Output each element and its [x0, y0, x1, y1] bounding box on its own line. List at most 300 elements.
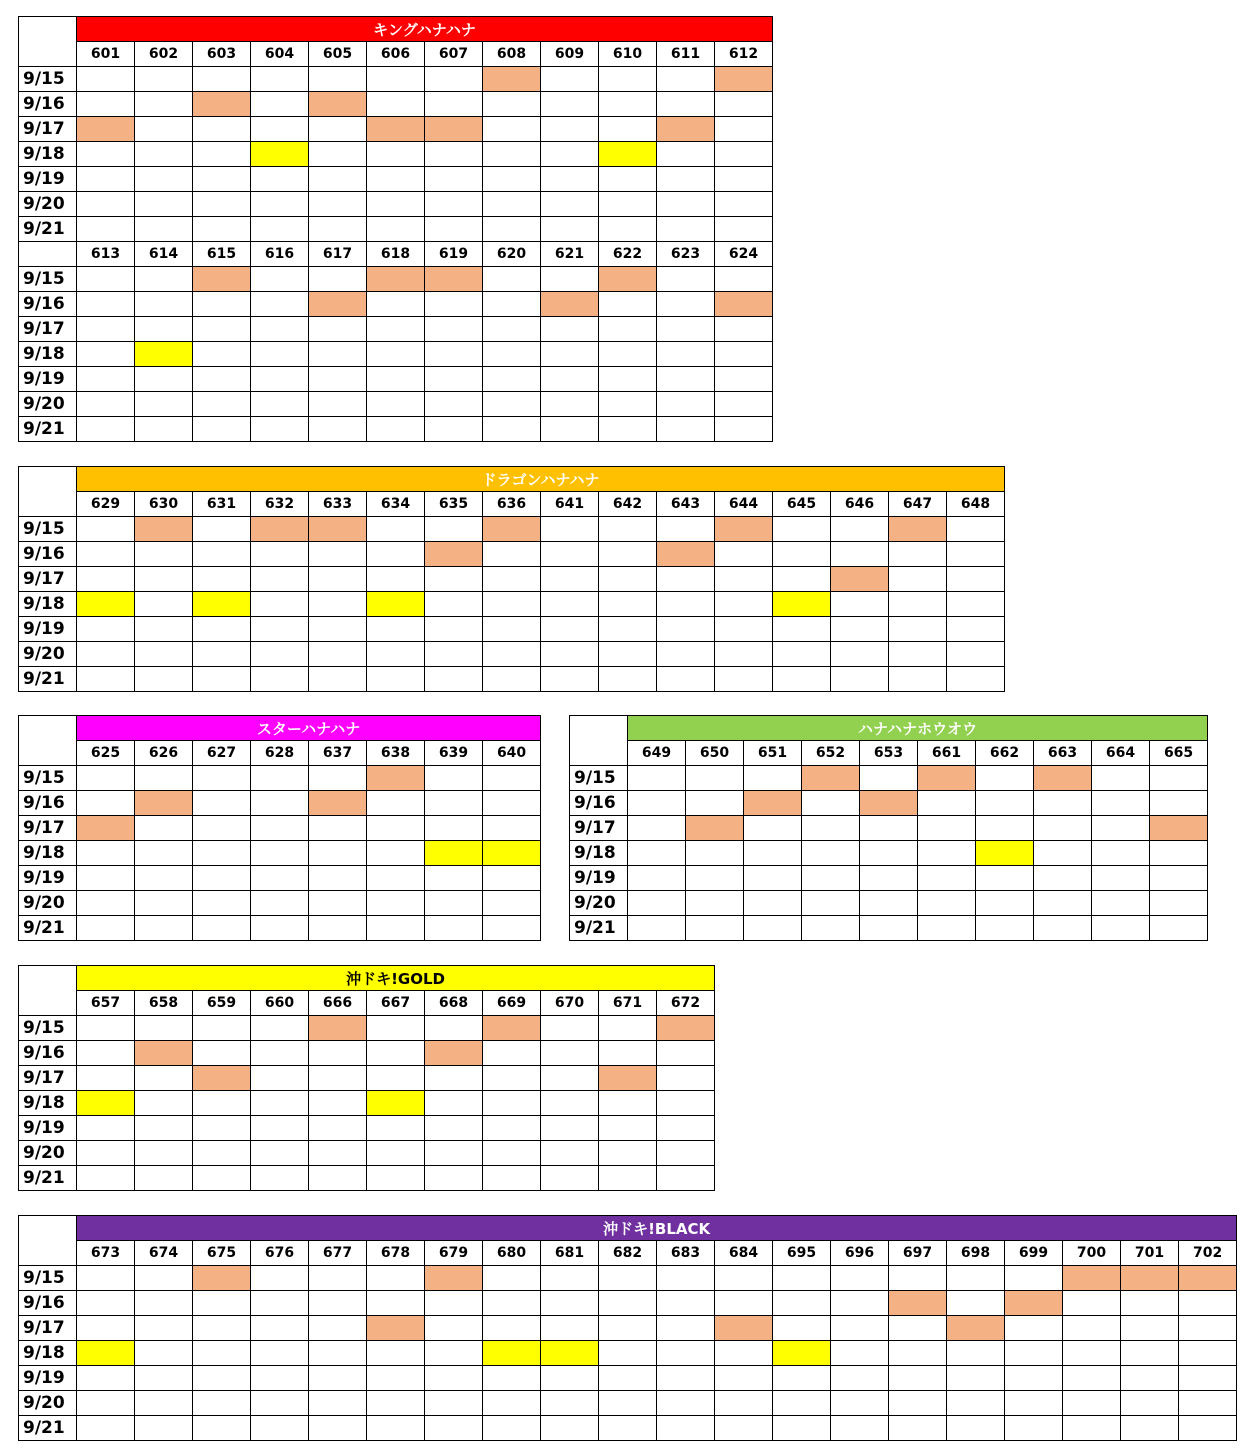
- machine-number: 696: [831, 1241, 889, 1266]
- grid-cell: [541, 1066, 599, 1091]
- title-row: [19, 716, 541, 741]
- date-row: [19, 1266, 1237, 1291]
- grid-cell: [599, 342, 657, 367]
- machine-table: [569, 715, 1208, 941]
- grid-cell: [541, 317, 599, 342]
- grid-cell: [686, 866, 744, 891]
- grid-cell: [193, 542, 251, 567]
- grid-cell: [309, 1041, 367, 1066]
- grid-cell: [425, 192, 483, 217]
- date-label: 9/20: [19, 642, 77, 667]
- machine-number: 625: [77, 741, 135, 766]
- grid-cell: [599, 317, 657, 342]
- grid-cell: [251, 567, 309, 592]
- grid-cell: [831, 1341, 889, 1366]
- grid-cell: [251, 67, 309, 92]
- grid-cell: [773, 1291, 831, 1316]
- date-row: [19, 1391, 1237, 1416]
- grid-cell: [193, 117, 251, 142]
- corner-cell: [19, 716, 77, 766]
- highlight-cell-orange: [1121, 1266, 1179, 1291]
- date-label: 9/19: [19, 617, 77, 642]
- grid-cell: [1063, 1366, 1121, 1391]
- grid-cell: [425, 367, 483, 392]
- date-row: [19, 1291, 1237, 1316]
- grid-cell: [251, 342, 309, 367]
- grid-cell: [309, 1066, 367, 1091]
- grid-cell: [599, 67, 657, 92]
- grid-cell: [425, 617, 483, 642]
- machine-number: 601: [77, 42, 135, 67]
- date-row: [19, 317, 773, 342]
- machine-number: 626: [135, 741, 193, 766]
- grid-cell: [425, 766, 483, 791]
- grid-cell: [1150, 841, 1208, 866]
- grid-cell: [599, 1041, 657, 1066]
- grid-cell: [425, 142, 483, 167]
- date-row: [19, 667, 1005, 692]
- grid-cell: [1092, 766, 1150, 791]
- grid-cell: [483, 1041, 541, 1066]
- grid-cell: [251, 317, 309, 342]
- grid-cell: [773, 1316, 831, 1341]
- grid-cell: [193, 67, 251, 92]
- highlight-cell-orange: [947, 1316, 1005, 1341]
- grid-cell: [425, 317, 483, 342]
- grid-cell: [193, 916, 251, 941]
- grid-cell: [744, 766, 802, 791]
- grid-cell: [541, 342, 599, 367]
- grid-cell: [976, 766, 1034, 791]
- grid-cell: [773, 1391, 831, 1416]
- grid-cell: [657, 417, 715, 442]
- highlight-cell-yellow: [773, 1341, 831, 1366]
- grid-cell: [657, 217, 715, 242]
- grid-cell: [541, 1391, 599, 1416]
- grid-cell: [251, 417, 309, 442]
- grid-cell: [889, 1341, 947, 1366]
- machine-number: 640: [483, 741, 541, 766]
- grid-cell: [367, 1066, 425, 1091]
- grid-cell: [251, 217, 309, 242]
- grid-cell: [1150, 766, 1208, 791]
- highlight-cell-orange: [193, 1066, 251, 1091]
- grid-cell: [135, 117, 193, 142]
- grid-cell: [425, 1366, 483, 1391]
- grid-cell: [1005, 1416, 1063, 1441]
- date-label: 9/17: [19, 317, 77, 342]
- grid-cell: [135, 1391, 193, 1416]
- grid-cell: [628, 816, 686, 841]
- grid-cell: [657, 1316, 715, 1341]
- grid-cell: [483, 92, 541, 117]
- grid-cell: [309, 367, 367, 392]
- grid-cell: [309, 1316, 367, 1341]
- machine-number: 609: [541, 42, 599, 67]
- grid-cell: [367, 816, 425, 841]
- machine-number: 664: [1092, 741, 1150, 766]
- grid-cell: [367, 1416, 425, 1441]
- grid-cell: [976, 791, 1034, 816]
- grid-cell: [599, 542, 657, 567]
- grid-cell: [367, 292, 425, 317]
- machine-number: 665: [1150, 741, 1208, 766]
- machine-number: 695: [773, 1241, 831, 1266]
- highlight-cell-orange: [715, 517, 773, 542]
- grid-cell: [425, 891, 483, 916]
- grid-cell: [135, 1016, 193, 1041]
- grid-cell: [541, 1116, 599, 1141]
- grid-cell: [77, 866, 135, 891]
- grid-cell: [628, 866, 686, 891]
- machine-number: 671: [599, 991, 657, 1016]
- corner-cell: [19, 966, 77, 1016]
- grid-cell: [599, 292, 657, 317]
- grid-cell: [686, 766, 744, 791]
- grid-cell: [541, 1291, 599, 1316]
- grid-cell: [541, 192, 599, 217]
- date-label: 9/21: [19, 916, 77, 941]
- highlight-cell-yellow: [773, 592, 831, 617]
- grid-cell: [1121, 1391, 1179, 1416]
- grid-cell: [483, 342, 541, 367]
- highlight-cell-orange: [715, 1316, 773, 1341]
- grid-cell: [483, 1266, 541, 1291]
- highlight-cell-orange: [657, 117, 715, 142]
- grid-cell: [135, 167, 193, 192]
- grid-cell: [425, 217, 483, 242]
- grid-cell: [77, 1366, 135, 1391]
- grid-cell: [251, 642, 309, 667]
- grid-cell: [367, 392, 425, 417]
- grid-cell: [715, 167, 773, 192]
- date-row: [19, 1166, 715, 1191]
- date-row: [19, 417, 773, 442]
- grid-cell: [309, 317, 367, 342]
- date-row: [19, 816, 541, 841]
- machine-number: 641: [541, 492, 599, 517]
- grid-cell: [628, 841, 686, 866]
- grid-cell: [1179, 1366, 1237, 1391]
- grid-cell: [483, 1091, 541, 1116]
- grid-cell: [309, 642, 367, 667]
- grid-cell: [309, 117, 367, 142]
- grid-cell: [715, 567, 773, 592]
- date-label: 9/15: [19, 67, 77, 92]
- grid-cell: [831, 617, 889, 642]
- grid-cell: [976, 916, 1034, 941]
- grid-cell: [193, 1141, 251, 1166]
- grid-cell: [715, 542, 773, 567]
- grid-cell: [367, 342, 425, 367]
- grid-cell: [193, 517, 251, 542]
- date-row: [19, 1416, 1237, 1441]
- grid-cell: [657, 517, 715, 542]
- grid-cell: [715, 642, 773, 667]
- grid-cell: [831, 1391, 889, 1416]
- grid-cell: [193, 142, 251, 167]
- date-label: 9/18: [19, 592, 77, 617]
- machine-number: 682: [599, 1241, 657, 1266]
- highlight-cell-orange: [599, 267, 657, 292]
- date-row: [19, 117, 773, 142]
- grid-cell: [657, 1116, 715, 1141]
- grid-cell: [889, 592, 947, 617]
- machine-number: 660: [251, 991, 309, 1016]
- machine-type-title: ハナハナホウオウ: [628, 716, 1208, 741]
- date-row: [19, 1366, 1237, 1391]
- machine-number: 627: [193, 741, 251, 766]
- grid-cell: [425, 816, 483, 841]
- grid-cell: [1063, 1291, 1121, 1316]
- grid-cell: [541, 1041, 599, 1066]
- machine-number: 652: [802, 741, 860, 766]
- grid-cell: [367, 567, 425, 592]
- machine-number: 675: [193, 1241, 251, 1266]
- machine-number: 633: [309, 492, 367, 517]
- date-row: [19, 1141, 715, 1166]
- grid-cell: [193, 317, 251, 342]
- grid-cell: [135, 916, 193, 941]
- grid-cell: [193, 1341, 251, 1366]
- date-label: 9/15: [19, 766, 77, 791]
- grid-cell: [367, 1016, 425, 1041]
- machine-number: 619: [425, 242, 483, 267]
- grid-cell: [193, 217, 251, 242]
- machine-number: 622: [599, 242, 657, 267]
- grid-cell: [251, 1091, 309, 1116]
- date-label: 9/18: [19, 1091, 77, 1116]
- grid-cell: [889, 542, 947, 567]
- grid-cell: [860, 841, 918, 866]
- date-label: 9/20: [19, 192, 77, 217]
- date-row: [19, 866, 541, 891]
- grid-cell: [1034, 866, 1092, 891]
- machine-number: 702: [1179, 1241, 1237, 1266]
- date-row: [19, 92, 773, 117]
- grid-cell: [77, 1066, 135, 1091]
- grid-cell: [1063, 1316, 1121, 1341]
- highlight-cell-orange: [483, 67, 541, 92]
- grid-cell: [425, 292, 483, 317]
- date-label: 9/18: [19, 841, 77, 866]
- machine-table: [18, 715, 541, 941]
- grid-cell: [77, 791, 135, 816]
- grid-cell: [425, 1141, 483, 1166]
- grid-cell: [483, 317, 541, 342]
- machine-number: 644: [715, 492, 773, 517]
- grid-cell: [715, 342, 773, 367]
- corner-cell: [570, 716, 628, 766]
- machine-number: 636: [483, 492, 541, 517]
- corner-cell: [19, 467, 77, 517]
- grid-cell: [599, 1116, 657, 1141]
- date-label: 9/21: [19, 417, 77, 442]
- grid-cell: [657, 1341, 715, 1366]
- grid-cell: [193, 1016, 251, 1041]
- grid-cell: [744, 891, 802, 916]
- grid-cell: [802, 791, 860, 816]
- grid-cell: [77, 417, 135, 442]
- date-label: 9/15: [19, 1016, 77, 1041]
- date-row: [19, 192, 773, 217]
- grid-cell: [135, 542, 193, 567]
- grid-cell: [77, 1416, 135, 1441]
- grid-cell: [831, 1266, 889, 1291]
- grid-cell: [483, 667, 541, 692]
- grid-cell: [541, 217, 599, 242]
- grid-cell: [135, 1416, 193, 1441]
- grid-cell: [1034, 791, 1092, 816]
- grid-cell: [483, 766, 541, 791]
- grid-cell: [367, 791, 425, 816]
- grid-cell: [773, 642, 831, 667]
- machine-number-row: [19, 991, 715, 1016]
- date-label: 9/19: [19, 1116, 77, 1141]
- grid-cell: [77, 167, 135, 192]
- highlight-cell-orange: [425, 267, 483, 292]
- grid-cell: [309, 916, 367, 941]
- grid-cell: [77, 567, 135, 592]
- grid-cell: [599, 192, 657, 217]
- grid-cell: [541, 367, 599, 392]
- grid-cell: [367, 667, 425, 692]
- date-label: 9/16: [19, 1041, 77, 1066]
- grid-cell: [541, 542, 599, 567]
- grid-cell: [889, 1366, 947, 1391]
- grid-cell: [715, 667, 773, 692]
- grid-cell: [599, 417, 657, 442]
- grid-cell: [483, 167, 541, 192]
- highlight-cell-orange: [135, 517, 193, 542]
- grid-cell: [541, 1091, 599, 1116]
- date-row: [570, 891, 1208, 916]
- grid-cell: [657, 392, 715, 417]
- date-row: [19, 766, 541, 791]
- date-label: 9/16: [19, 292, 77, 317]
- highlight-cell-yellow: [193, 592, 251, 617]
- grid-cell: [251, 392, 309, 417]
- grid-cell: [135, 1116, 193, 1141]
- machine-number: 631: [193, 492, 251, 517]
- grid-cell: [686, 891, 744, 916]
- grid-cell: [193, 567, 251, 592]
- grid-cell: [309, 1091, 367, 1116]
- grid-cell: [1179, 1391, 1237, 1416]
- grid-cell: [135, 1166, 193, 1191]
- grid-cell: [309, 1416, 367, 1441]
- grid-cell: [889, 1391, 947, 1416]
- grid-cell: [77, 1316, 135, 1341]
- grid-cell: [135, 192, 193, 217]
- highlight-cell-yellow: [77, 592, 135, 617]
- grid-cell: [425, 92, 483, 117]
- grid-cell: [135, 92, 193, 117]
- grid-cell: [831, 642, 889, 667]
- grid-cell: [541, 1266, 599, 1291]
- grid-cell: [802, 816, 860, 841]
- date-row: [570, 791, 1208, 816]
- machine-number: 657: [77, 991, 135, 1016]
- grid-cell: [918, 791, 976, 816]
- grid-cell: [309, 667, 367, 692]
- machine-number: 637: [309, 741, 367, 766]
- grid-cell: [657, 142, 715, 167]
- date-row: [570, 916, 1208, 941]
- grid-cell: [483, 1066, 541, 1091]
- grid-cell: [251, 192, 309, 217]
- grid-cell: [367, 317, 425, 342]
- grid-cell: [541, 1316, 599, 1341]
- grid-cell: [831, 1316, 889, 1341]
- grid-cell: [773, 567, 831, 592]
- machine-number: 669: [483, 991, 541, 1016]
- highlight-cell-orange: [889, 517, 947, 542]
- grid-cell: [483, 891, 541, 916]
- grid-cell: [715, 267, 773, 292]
- machine-number: 643: [657, 492, 715, 517]
- grid-cell: [715, 1266, 773, 1291]
- grid-cell: [483, 192, 541, 217]
- date-row: [19, 841, 541, 866]
- date-row: [19, 142, 773, 167]
- grid-cell: [483, 1416, 541, 1441]
- machine-number: 630: [135, 492, 193, 517]
- grid-cell: [425, 1291, 483, 1316]
- date-row: [19, 642, 1005, 667]
- date-label: 9/18: [19, 142, 77, 167]
- grid-cell: [193, 617, 251, 642]
- grid-cell: [715, 217, 773, 242]
- grid-cell: [77, 142, 135, 167]
- grid-cell: [251, 367, 309, 392]
- grid-cell: [77, 1016, 135, 1041]
- corner-cell: [19, 1216, 77, 1266]
- grid-cell: [599, 1016, 657, 1041]
- grid-cell: [657, 1416, 715, 1441]
- grid-cell: [657, 267, 715, 292]
- title-row: [19, 467, 1005, 492]
- highlight-cell-orange: [599, 1066, 657, 1091]
- grid-cell: [309, 1166, 367, 1191]
- date-row: [19, 916, 541, 941]
- date-label: 9/21: [19, 1416, 77, 1441]
- grid-cell: [309, 891, 367, 916]
- grid-cell: [802, 891, 860, 916]
- grid-cell: [367, 367, 425, 392]
- machine-number: 647: [889, 492, 947, 517]
- grid-cell: [802, 866, 860, 891]
- machine-number: 623: [657, 242, 715, 267]
- machine-number: 612: [715, 42, 773, 67]
- grid-cell: [483, 1166, 541, 1191]
- grid-cell: [425, 667, 483, 692]
- grid-cell: [77, 542, 135, 567]
- grid-cell: [251, 1016, 309, 1041]
- highlight-cell-orange: [193, 267, 251, 292]
- grid-cell: [715, 117, 773, 142]
- grid-cell: [135, 1291, 193, 1316]
- machine-table: [18, 16, 773, 442]
- grid-cell: [483, 217, 541, 242]
- grid-cell: [483, 417, 541, 442]
- grid-cell: [715, 92, 773, 117]
- grid-cell: [425, 417, 483, 442]
- date-row: [19, 1066, 715, 1091]
- machine-number: 666: [309, 991, 367, 1016]
- grid-cell: [657, 1141, 715, 1166]
- machine-number: 606: [367, 42, 425, 67]
